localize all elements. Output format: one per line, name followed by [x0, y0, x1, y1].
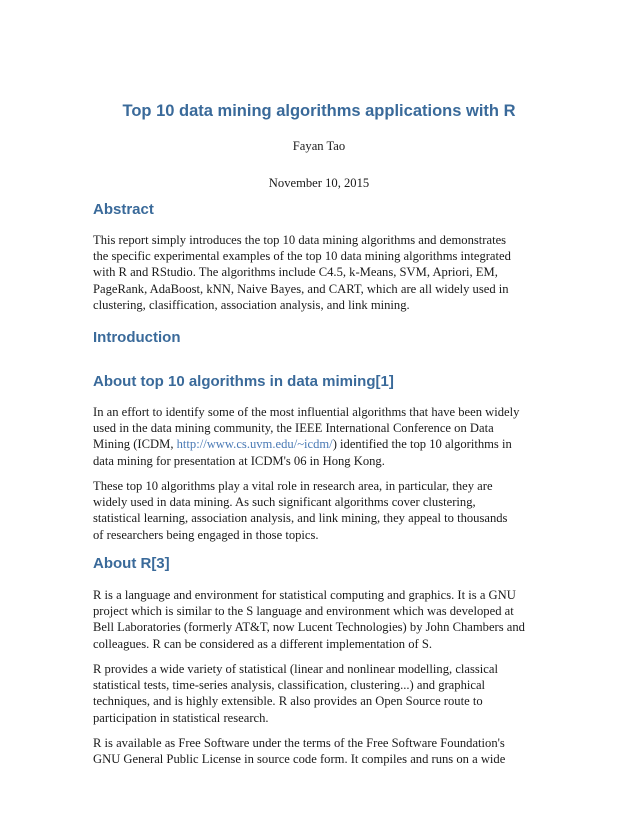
document-title: Top 10 data mining algorithms applications with R — [122, 102, 516, 120]
document-author: Fayan Tao — [292, 139, 346, 153]
text-line — [93, 436, 553, 452]
text-line: with R and RStudio. The algorithms include C4.5, k-Means, SVM, Apriori, EM, — [93, 265, 498, 280]
text-line: statistical learning, association analysis, and link mining, they appeal to thousands — [93, 511, 508, 526]
text-line: of researchers being engaged in those topics. — [93, 527, 319, 542]
icdm-link[interactable]: http://www.cs.uvm.edu/~icdm/ — [176, 437, 333, 452]
text-fragment: Mining (ICDM, — [93, 437, 177, 452]
text-line: This report simply introduces the top 10 data mining algorithms and demonstrates — [93, 233, 507, 247]
text-line: participation in statistical research. — [93, 710, 269, 725]
text-line: In an effort to identify some of the most influential algorithms that have been widely — [93, 405, 520, 419]
text-line: the specific experimental examples of the top 10 data mining algorithms integrated — [93, 249, 511, 264]
text-line: widely used in data mining. As such significant algorithms cover clustering, — [93, 495, 476, 510]
text-line: clustering, clasiffication, association analysis, and link mining. — [93, 297, 410, 312]
abstract-paragraph — [93, 232, 553, 313]
text-line: R is a language and environment for statistical computing and graphics. It is a GNU — [93, 588, 516, 602]
about-r-paragraph-1 — [93, 587, 553, 652]
text-line: statistical tests, time-series analysis, classification, clustering...) and graphical — [93, 678, 486, 693]
text-line: data mining for presentation at ICDM's 06 in Hong Kong. — [93, 453, 385, 468]
text-line: used in the data mining community, the IEEE International Conference on Data — [93, 421, 494, 436]
introduction-heading: Introduction — [93, 329, 181, 346]
about-r-heading: About R[3] — [93, 555, 170, 572]
abstract-heading: Abstract — [93, 201, 154, 218]
about-r-paragraph-2 — [93, 661, 553, 726]
about-algorithms-paragraph-1 — [93, 404, 553, 469]
text-line: GNU General Public License in source code form. It compiles and runs on a wide — [93, 752, 506, 767]
about-r-paragraph-3 — [93, 735, 553, 767]
about-algorithms-heading: About top 10 algorithms in data miming[1] — [93, 373, 394, 390]
text-line: Bell Laboratories (formerly AT&T, now Lucent Technologies) by John Chambers and — [93, 620, 525, 635]
text-line: colleagues. R can be considered as a different implementation of S. — [93, 636, 432, 651]
text-line: R is available as Free Software under the terms of the Free Software Foundation's — [93, 736, 505, 750]
document-date: November 10, 2015 — [268, 176, 370, 190]
text-line: R provides a wide variety of statistical (linear and nonlinear modelling, classical — [93, 662, 498, 676]
text-line: These top 10 algorithms play a vital role in research area, in particular, they are — [93, 479, 493, 493]
text-line: PageRank, AdaBoost, kNN, Naive Bayes, and CART, which are all widely used in — [93, 281, 509, 296]
text-line: project which is similar to the S language and environment which was developed at — [93, 604, 514, 619]
text-fragment: ) identified the top 10 algorithms in — [332, 437, 512, 452]
text-line: techniques, and is highly extensible. R also provides an Open Source route to — [93, 694, 483, 709]
about-algorithms-paragraph-2 — [93, 478, 553, 543]
